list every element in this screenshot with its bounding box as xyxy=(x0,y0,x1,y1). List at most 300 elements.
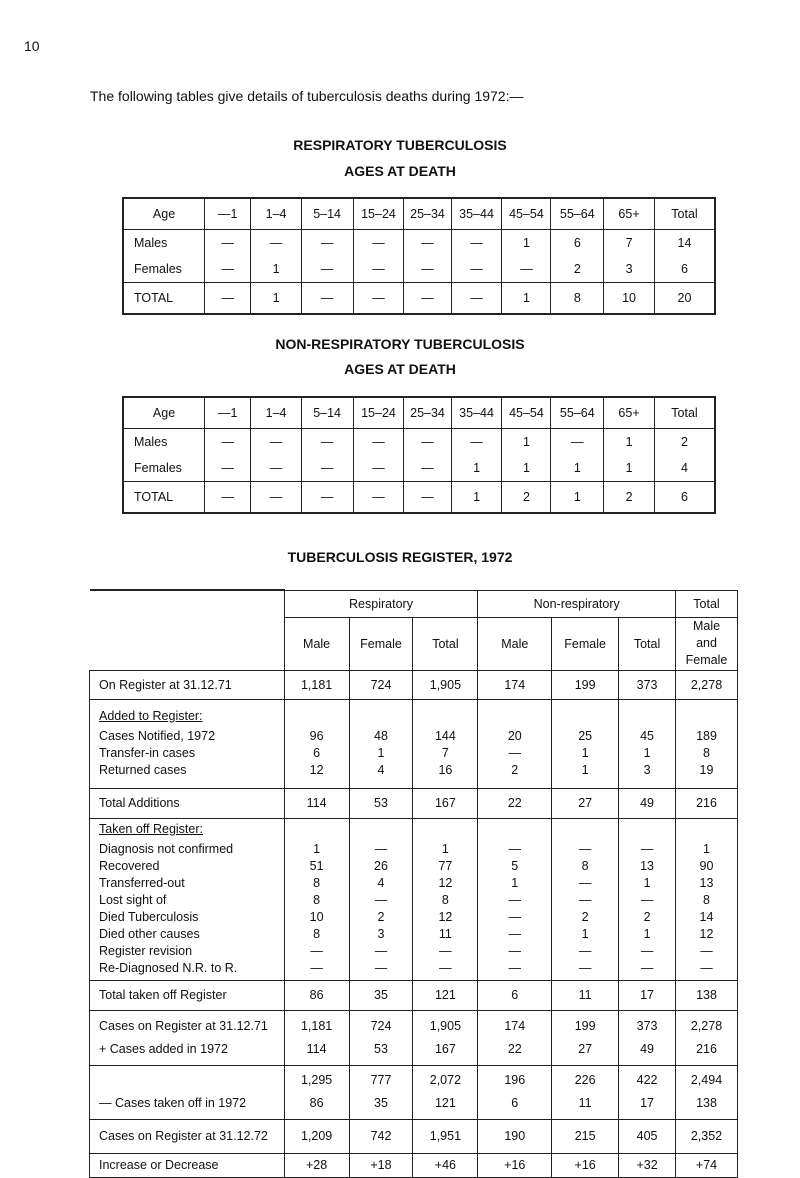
cell: 16 xyxy=(438,763,453,777)
table-total-row xyxy=(123,482,715,514)
cell: — xyxy=(700,944,713,958)
cell: 3 xyxy=(377,927,385,941)
cell: 2 xyxy=(581,910,589,924)
cell: — xyxy=(205,256,251,283)
register-table xyxy=(89,589,738,1178)
cell: 199 xyxy=(552,670,619,699)
cell-stack xyxy=(413,818,478,980)
cell: 405 xyxy=(619,1119,676,1153)
cell: — xyxy=(508,944,522,958)
cell: — xyxy=(353,230,404,257)
cell: 196 xyxy=(504,1073,526,1087)
cell: 1,905 xyxy=(429,1018,462,1033)
cell: 11 xyxy=(438,927,452,941)
cell: 190 xyxy=(478,1119,552,1153)
cell: 226 xyxy=(574,1073,596,1087)
cell: 2 xyxy=(502,482,551,514)
cell: 174 xyxy=(478,670,552,699)
cell: 20 xyxy=(654,283,715,315)
cell: — xyxy=(640,893,654,907)
row-label: Transfer-in cases xyxy=(99,746,196,760)
sub-header-total-cell xyxy=(676,617,738,670)
group-header-nonrespiratory: Non-respiratory xyxy=(478,590,676,617)
total-taken-off-row xyxy=(90,980,738,1010)
row-label: Cases on Register at 31.12.71 xyxy=(99,1018,268,1033)
header-cell: 55–64 xyxy=(551,198,604,230)
cell: 1 xyxy=(581,927,589,941)
cell: — xyxy=(578,961,592,975)
cell: 1 xyxy=(502,455,551,482)
added-labels xyxy=(90,699,285,788)
header-cell: 25–34 xyxy=(404,397,451,429)
cell: 2 xyxy=(551,256,604,283)
group-header-row xyxy=(90,590,738,617)
cell: 20 xyxy=(507,729,522,743)
header-cell: —1 xyxy=(205,397,251,429)
header-cell: 1–4 xyxy=(251,397,301,429)
cell-stack xyxy=(619,699,676,788)
cell: — xyxy=(374,961,388,975)
cell: — xyxy=(251,482,301,514)
cell: 2,494 xyxy=(690,1073,723,1087)
cell: — xyxy=(404,482,451,514)
cell: — xyxy=(205,230,251,257)
header-cell: 35–44 xyxy=(451,397,502,429)
row-label: Females xyxy=(134,461,182,475)
cell: 121 xyxy=(413,980,478,1010)
header-cell: 45–54 xyxy=(502,198,551,230)
total-additions-row xyxy=(90,788,738,818)
cell: 216 xyxy=(696,1041,717,1056)
cell-stack xyxy=(284,699,349,788)
cell: — xyxy=(353,256,404,283)
row-label: + Cases added in 1972 xyxy=(99,1041,228,1056)
cell-stack xyxy=(349,1010,413,1065)
cell: 8 xyxy=(551,283,604,315)
header-cell: 55–64 xyxy=(551,397,604,429)
cell: 1,951 xyxy=(413,1119,478,1153)
sub-header-cell: Female xyxy=(349,617,413,670)
row-label: Returned cases xyxy=(99,763,187,777)
cell: 121 xyxy=(434,1096,456,1110)
cell: 1,181 xyxy=(284,670,349,699)
cell: 199 xyxy=(574,1018,596,1033)
cell: 13 xyxy=(699,876,714,890)
sub-header-cell: Total xyxy=(619,617,676,670)
page-number: 10 xyxy=(24,38,40,54)
cell: 777 xyxy=(370,1073,392,1087)
cell-stack xyxy=(676,1065,738,1119)
cell: 1 xyxy=(703,842,710,856)
row-label: TOTAL xyxy=(123,283,205,315)
header-cell: 5–14 xyxy=(301,397,353,429)
cell: — xyxy=(508,893,522,907)
cell: 1,905 xyxy=(413,670,478,699)
cell: — xyxy=(374,893,388,907)
cell: 167 xyxy=(434,1041,456,1056)
cell: — xyxy=(404,455,451,482)
cell: — xyxy=(251,230,301,257)
cell: +28 xyxy=(284,1153,349,1177)
corner-cell xyxy=(90,590,285,670)
cell-stack xyxy=(478,818,552,980)
cell: 8 xyxy=(313,927,321,941)
cell: — xyxy=(640,944,654,958)
header-line: Female xyxy=(685,653,728,667)
on-register-end-row xyxy=(90,1119,738,1153)
cell: 12 xyxy=(438,876,453,890)
cell: 1,209 xyxy=(284,1119,349,1153)
table-row xyxy=(123,429,715,456)
cell: 1 xyxy=(451,482,502,514)
sub-header-cell: Total xyxy=(413,617,478,670)
cell: 10 xyxy=(309,910,324,924)
header-cell: 65+ xyxy=(604,198,655,230)
header-cell: 35–44 xyxy=(451,198,502,230)
cell-stack xyxy=(619,1065,676,1119)
cell: 215 xyxy=(552,1119,619,1153)
row-label: Total taken off Register xyxy=(90,980,285,1010)
cell: 10 xyxy=(604,283,655,315)
cell: 216 xyxy=(676,788,738,818)
cell: — xyxy=(439,961,452,975)
cell: — xyxy=(310,944,323,958)
cell: +74 xyxy=(676,1153,738,1177)
cell: — xyxy=(508,842,522,856)
cell-stack xyxy=(349,1065,413,1119)
cell: 12 xyxy=(438,910,453,924)
cell: 6 xyxy=(654,482,715,514)
cell: 7 xyxy=(441,746,449,760)
cell: 1 xyxy=(551,455,604,482)
cell: 35 xyxy=(349,980,413,1010)
cell: 53 xyxy=(349,788,413,818)
resp-title: RESPIRATORY TUBERCULOSIS xyxy=(293,137,507,153)
row-label: Total Additions xyxy=(90,788,285,818)
taken-off-labels xyxy=(90,818,285,980)
cell: 14 xyxy=(699,910,714,924)
cell: 1 xyxy=(251,283,301,315)
cell: 2 xyxy=(643,910,651,924)
header-cell: 65+ xyxy=(604,397,655,429)
cell: — xyxy=(439,944,452,958)
cell: 53 xyxy=(374,1041,388,1056)
on-register-row xyxy=(90,670,738,699)
cell: 189 xyxy=(696,729,717,743)
cell: 17 xyxy=(640,1096,655,1110)
cell: 96 xyxy=(309,729,324,743)
cell: — xyxy=(353,283,404,315)
cell: — xyxy=(301,230,353,257)
cell: 724 xyxy=(349,670,413,699)
cell: — xyxy=(578,944,592,958)
cases-taken-row xyxy=(90,1065,738,1119)
cell: 2 xyxy=(377,910,385,924)
cell: 14 xyxy=(654,230,715,257)
cell: — xyxy=(451,283,502,315)
cell-stack xyxy=(413,1065,478,1119)
cell: 4 xyxy=(654,455,715,482)
row-label: On Register at 31.12.71 xyxy=(90,670,285,699)
nonresp-subtitle: AGES AT DEATH xyxy=(344,361,456,377)
row-label: Register revision xyxy=(99,944,193,958)
table-row xyxy=(123,256,715,283)
cell: 12 xyxy=(699,927,714,941)
cell-stack xyxy=(478,1065,552,1119)
header-cell: Age xyxy=(123,198,205,230)
cell: — xyxy=(404,429,451,456)
cell: — xyxy=(301,482,353,514)
cell: 7 xyxy=(604,230,655,257)
cell: 1 xyxy=(451,455,502,482)
cell: 8 xyxy=(313,893,321,907)
cell: — xyxy=(301,283,353,315)
sub-header-cell: Male xyxy=(284,617,349,670)
cell: +46 xyxy=(413,1153,478,1177)
cell: — xyxy=(551,429,604,456)
cell: 1 xyxy=(502,230,551,257)
cell-stack xyxy=(552,818,619,980)
cell: 114 xyxy=(306,1041,327,1056)
row-label: Died other causes xyxy=(99,927,200,941)
row-label: — Cases taken off in 1972 xyxy=(99,1096,247,1110)
row-label: Transferred-out xyxy=(99,876,185,890)
header-line: Male xyxy=(692,619,721,633)
cell-stack xyxy=(413,699,478,788)
intro-text: The following tables give details of tuberculosis deaths during 1972:— xyxy=(90,88,524,104)
cell: — xyxy=(374,944,388,958)
cell-stack xyxy=(676,699,738,788)
cell: — xyxy=(251,455,301,482)
cell: 724 xyxy=(370,1018,392,1033)
cases-added-labels xyxy=(90,1010,285,1065)
cell: 11 xyxy=(552,980,619,1010)
cell: — xyxy=(205,482,251,514)
cell-stack xyxy=(349,818,413,980)
cell: 742 xyxy=(349,1119,413,1153)
cell: 373 xyxy=(619,670,676,699)
cell: — xyxy=(640,842,654,856)
cell-stack xyxy=(619,818,676,980)
cell: 2 xyxy=(604,482,655,514)
cell: 45 xyxy=(640,729,655,743)
row-label: Diagnosis not confirmed xyxy=(99,842,234,856)
cell: 86 xyxy=(309,1096,324,1110)
cell: — xyxy=(301,256,353,283)
cell: — xyxy=(451,256,502,283)
increase-row xyxy=(90,1153,738,1177)
cell: 1 xyxy=(313,842,321,856)
cell: — xyxy=(374,842,388,856)
cell: 138 xyxy=(676,980,738,1010)
cell-stack xyxy=(284,1065,349,1119)
cell: 4 xyxy=(377,876,385,890)
cell: 1 xyxy=(643,927,651,941)
header-cell: 25–34 xyxy=(404,198,451,230)
cell: — xyxy=(578,876,592,890)
table-header-row xyxy=(123,198,715,230)
cell: 1 xyxy=(604,429,655,456)
cell: 51 xyxy=(309,859,324,873)
header-line: and xyxy=(696,636,717,650)
cell: 86 xyxy=(284,980,349,1010)
cell: 8 xyxy=(703,746,710,760)
cell: 22 xyxy=(478,788,552,818)
header-cell: —1 xyxy=(205,198,251,230)
cell: 1 xyxy=(502,283,551,315)
cases-added-row xyxy=(90,1010,738,1065)
cell: 144 xyxy=(434,729,456,743)
cell: 6 xyxy=(313,746,321,760)
cell: 1 xyxy=(502,429,551,456)
cell: — xyxy=(205,283,251,315)
cell: 6 xyxy=(551,230,604,257)
cell: — xyxy=(205,455,251,482)
cell: 1 xyxy=(551,482,604,514)
row-label: Males xyxy=(134,435,168,449)
taken-off-row xyxy=(90,818,738,980)
header-cell: 1–4 xyxy=(251,198,301,230)
cell-stack xyxy=(619,1010,676,1065)
cell: — xyxy=(251,429,301,456)
cell: +16 xyxy=(552,1153,619,1177)
cell: 2 xyxy=(654,429,715,456)
cell: 1 xyxy=(643,876,651,890)
cell-stack xyxy=(284,1010,349,1065)
sub-header-cell: Male xyxy=(478,617,552,670)
header-cell: 15–24 xyxy=(353,198,404,230)
cell: 13 xyxy=(640,859,655,873)
cell: 3 xyxy=(643,763,651,777)
cell: — xyxy=(451,230,502,257)
cell: 6 xyxy=(654,256,715,283)
cell: +32 xyxy=(619,1153,676,1177)
table-row xyxy=(123,230,715,257)
cell: 174 xyxy=(504,1018,526,1033)
cell: 1 xyxy=(251,256,301,283)
cell: — xyxy=(353,455,404,482)
cell: — xyxy=(508,910,522,924)
cell-stack xyxy=(478,1010,552,1065)
cell: — xyxy=(508,961,522,975)
row-label: Increase or Decrease xyxy=(90,1153,285,1177)
cell: 48 xyxy=(374,729,388,743)
cell: 49 xyxy=(640,1041,655,1056)
row-label: Lost sight of xyxy=(99,893,167,907)
cell-stack xyxy=(552,1010,619,1065)
header-cell: 45–54 xyxy=(502,397,551,429)
cell-stack xyxy=(349,699,413,788)
cell: 12 xyxy=(309,763,324,777)
cell: 1 xyxy=(604,455,655,482)
nonresp-title: NON-RESPIRATORY TUBERCULOSIS xyxy=(275,336,525,352)
cell: 1 xyxy=(581,763,589,777)
cell-stack xyxy=(478,699,552,788)
row-label: Re-Diagnosed N.R. to R. xyxy=(99,961,238,975)
table-header-row xyxy=(123,397,715,429)
header-cell: Age xyxy=(123,397,205,429)
cell: — xyxy=(404,230,451,257)
cell: 8 xyxy=(581,859,589,873)
cell: 2,278 xyxy=(676,670,738,699)
cell: 11 xyxy=(578,1096,592,1110)
cell: +16 xyxy=(478,1153,552,1177)
table-total-row xyxy=(123,283,715,315)
cell: — xyxy=(578,893,592,907)
cell: — xyxy=(578,842,592,856)
cell: 25 xyxy=(578,729,593,743)
cases-taken-labels xyxy=(90,1065,285,1119)
cell: 77 xyxy=(438,859,453,873)
row-label: Males xyxy=(134,236,168,250)
cell: 138 xyxy=(696,1096,717,1110)
cell: 1,295 xyxy=(300,1073,333,1087)
row-label: Cases on Register at 31.12.72 xyxy=(90,1119,285,1153)
cell: — xyxy=(502,256,551,283)
cell: 6 xyxy=(511,1096,519,1110)
row-label: Females xyxy=(134,262,182,276)
cell-stack xyxy=(413,1010,478,1065)
row-label: Recovered xyxy=(99,859,160,873)
cell-stack xyxy=(552,699,619,788)
cell: — xyxy=(451,429,502,456)
cell: 1 xyxy=(643,746,651,760)
cell: — xyxy=(508,746,522,760)
cell: 26 xyxy=(374,859,388,873)
cell: — xyxy=(301,455,353,482)
cell: 422 xyxy=(636,1073,658,1087)
resp-subtitle: AGES AT DEATH xyxy=(344,163,456,179)
section-heading: Added to Register: xyxy=(99,709,203,723)
row-label: Died Tuberculosis xyxy=(99,910,199,924)
cell-stack xyxy=(676,818,738,980)
register-title: TUBERCULOSIS REGISTER, 1972 xyxy=(287,549,513,565)
cell-stack xyxy=(676,1010,738,1065)
cell: 6 xyxy=(478,980,552,1010)
cell: — xyxy=(310,961,323,975)
cell: 3 xyxy=(604,256,655,283)
cell: 2 xyxy=(511,763,519,777)
cell: 1 xyxy=(441,842,449,856)
cell-stack xyxy=(552,1065,619,1119)
cell: 17 xyxy=(619,980,676,1010)
nonresp-age-table xyxy=(122,396,716,514)
row-label: TOTAL xyxy=(123,482,205,514)
cell: +18 xyxy=(349,1153,413,1177)
cell: 5 xyxy=(511,859,519,873)
header-cell: Total xyxy=(654,397,715,429)
cell: 167 xyxy=(413,788,478,818)
cell: — xyxy=(353,429,404,456)
resp-age-table xyxy=(122,197,716,315)
cell: — xyxy=(700,961,713,975)
cell: 1 xyxy=(581,746,589,760)
cell: 373 xyxy=(636,1018,658,1033)
cell: 114 xyxy=(284,788,349,818)
added-row xyxy=(90,699,738,788)
cell: — xyxy=(404,283,451,315)
cell: 8 xyxy=(441,893,449,907)
cell: — xyxy=(353,482,404,514)
cell: 8 xyxy=(703,893,710,907)
cell: 49 xyxy=(619,788,676,818)
cell: 2,352 xyxy=(676,1119,738,1153)
cell: 1,181 xyxy=(300,1018,333,1033)
cell: 22 xyxy=(507,1041,522,1056)
table-row xyxy=(123,455,715,482)
cell: 35 xyxy=(374,1096,388,1110)
row-label: Cases Notified, 1972 xyxy=(99,729,216,743)
